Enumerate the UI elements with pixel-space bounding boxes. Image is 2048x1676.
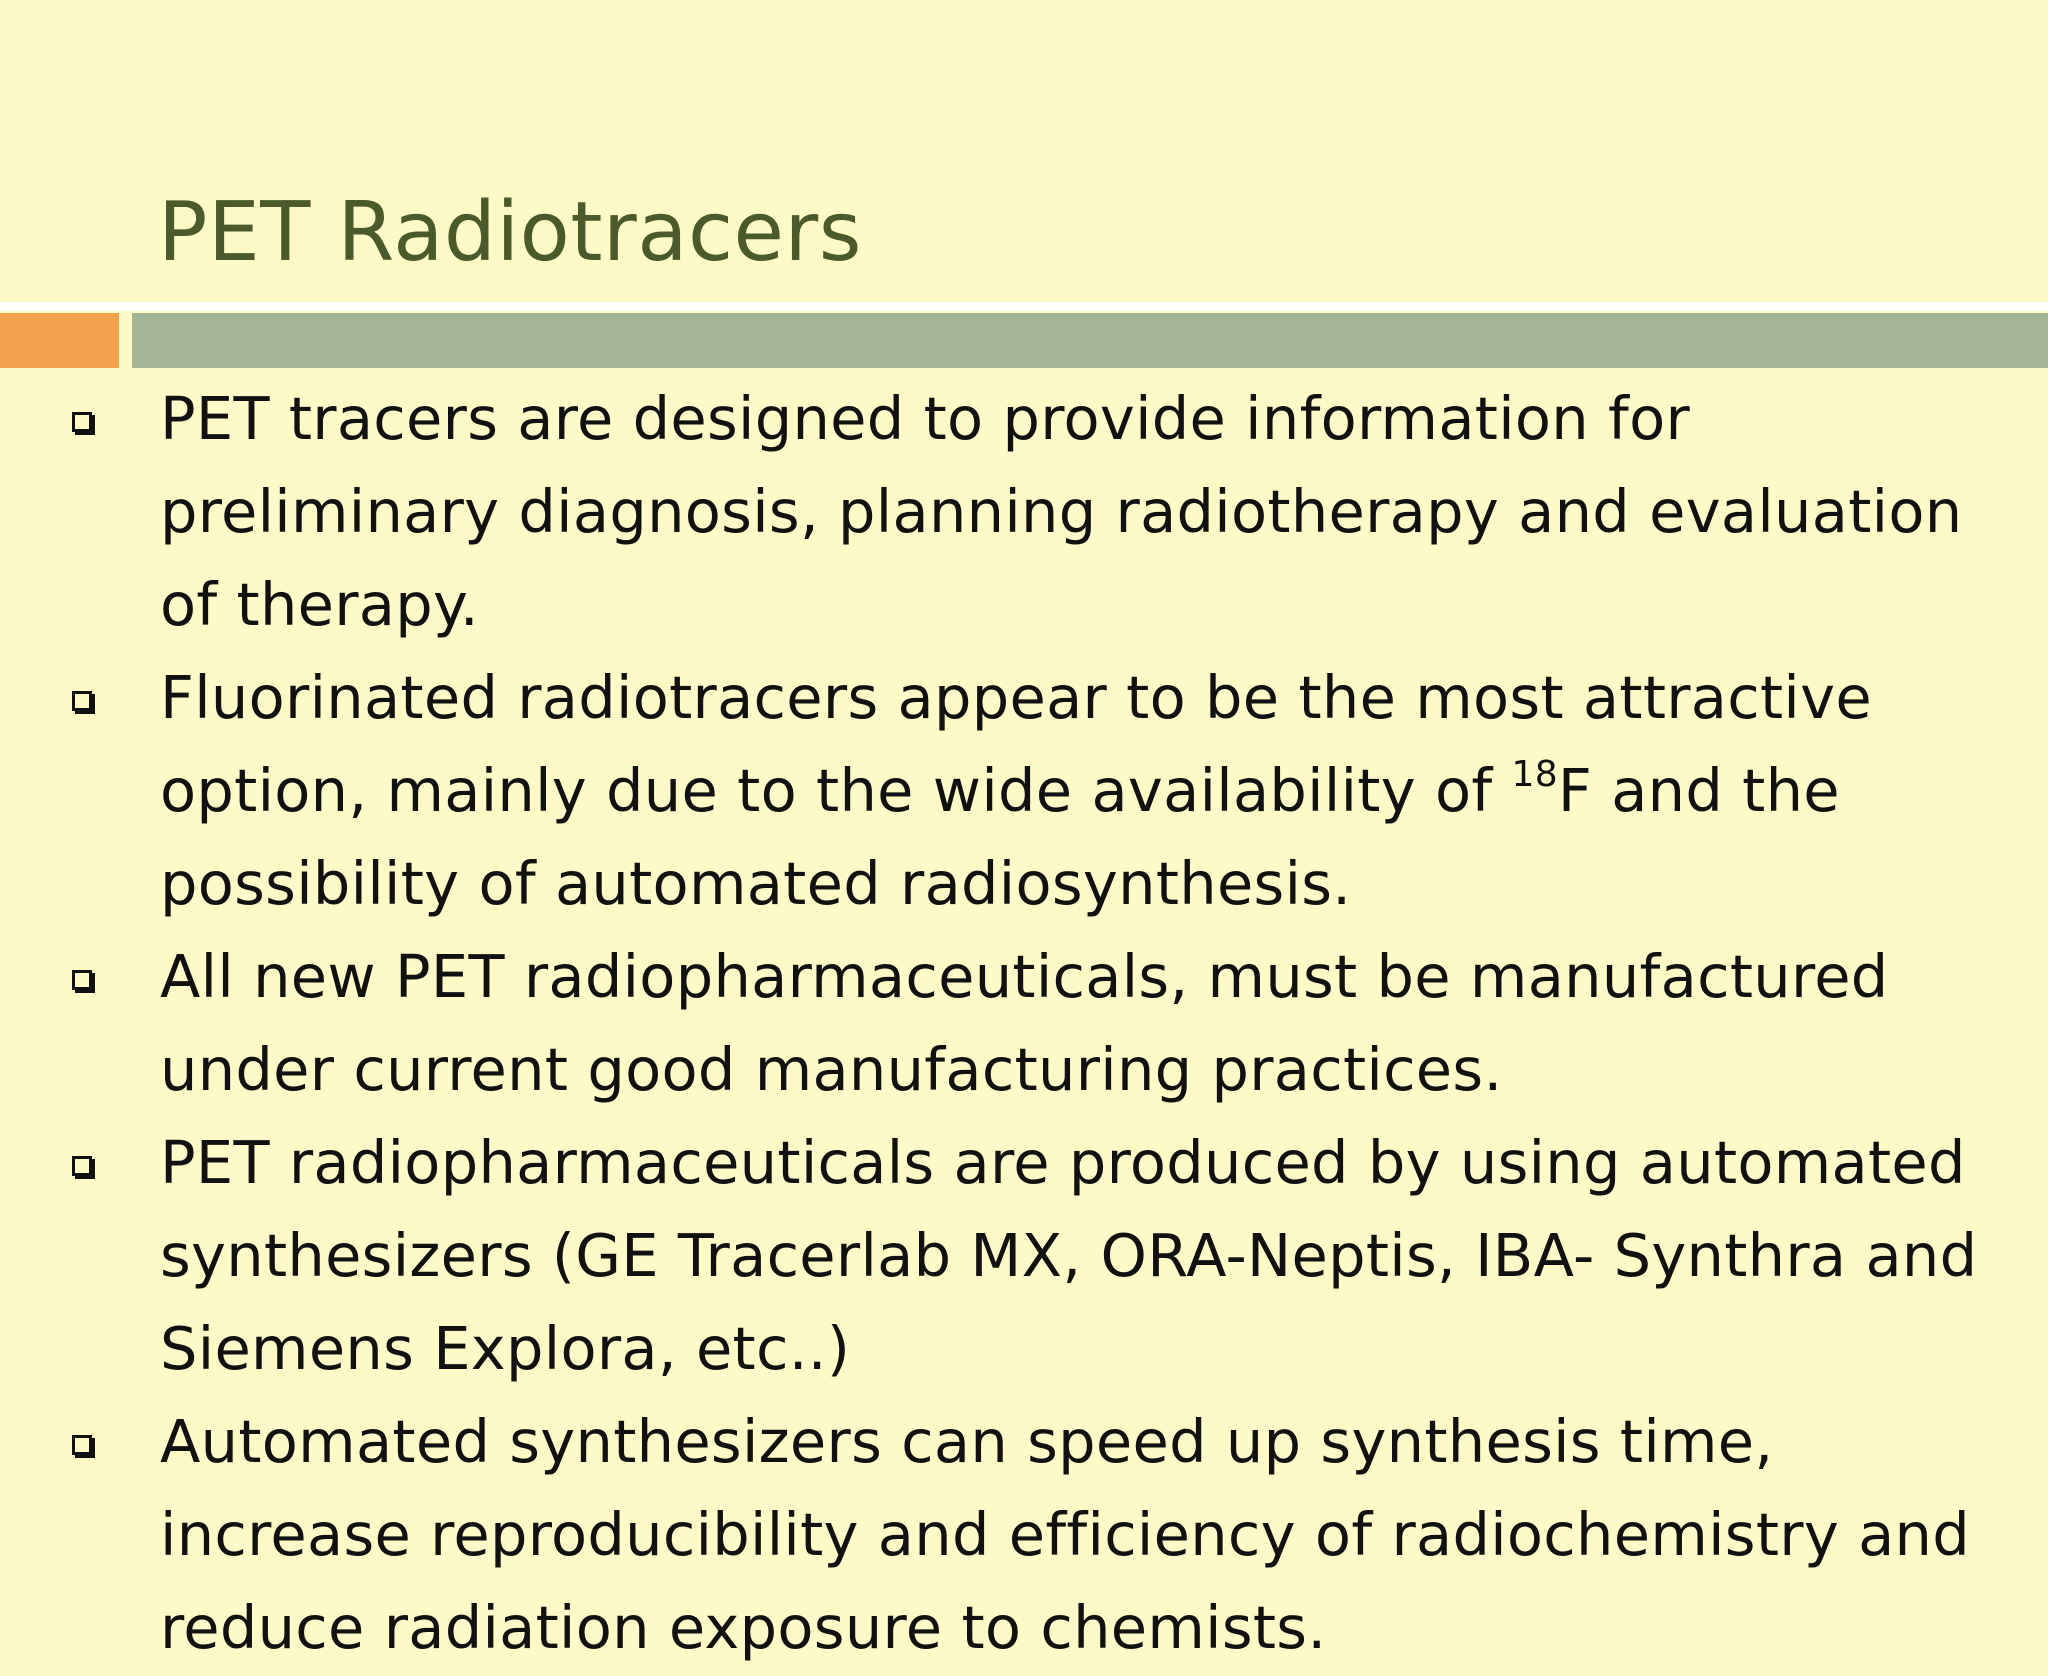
bullet-list [0, 372, 2048, 1674]
bullet-item-synthesizers [0, 1116, 2048, 1395]
bullet-text: All new PET radiopharmaceuticals, must be manufactured under current good manufacturing practices. [160, 942, 1889, 1104]
square-bullet-icon [72, 691, 92, 711]
square-bullet-icon [72, 1435, 92, 1455]
bullet-item-fluorinated [0, 651, 2048, 930]
accent-bar-green [132, 313, 2048, 368]
bullet-text: PET tracers are designed to provide information for preliminary diagnosis, planning radiotherapy and evaluation of therapy. [160, 384, 1963, 639]
bullet-item-purpose [0, 372, 2048, 651]
title-divider-line [0, 302, 2048, 311]
bullet-text-after: F and the possibility of automated radiosynthesis. [160, 756, 1840, 918]
bullet-text: Automated synthesizers can speed up synthesis time, increase reproducibility and efficiency of radiochemistry and reduce radiation exposure to chemists. [160, 1407, 1970, 1662]
square-bullet-icon [72, 412, 92, 432]
square-bullet-icon [72, 1156, 92, 1176]
bullet-item-benefits [0, 1395, 2048, 1674]
bullet-text: PET radiopharmaceuticals are produced by using automated synthesizers (GE Tracerlab MX, ORA-Neptis, IBA- Synthra and Siemens Explora, etc..) [160, 1128, 1978, 1383]
bullet-text-before: Fluorinated radiotracers appear to be the most attractive option, mainly due to the wide availability of [160, 663, 1872, 825]
square-bullet-icon [72, 970, 92, 990]
accent-bar-orange [0, 313, 119, 368]
bullet-item-manufacturing [0, 930, 2048, 1116]
isotope-superscript: 18 [1511, 754, 1558, 796]
slide-title: PET Radiotracers [158, 185, 862, 280]
